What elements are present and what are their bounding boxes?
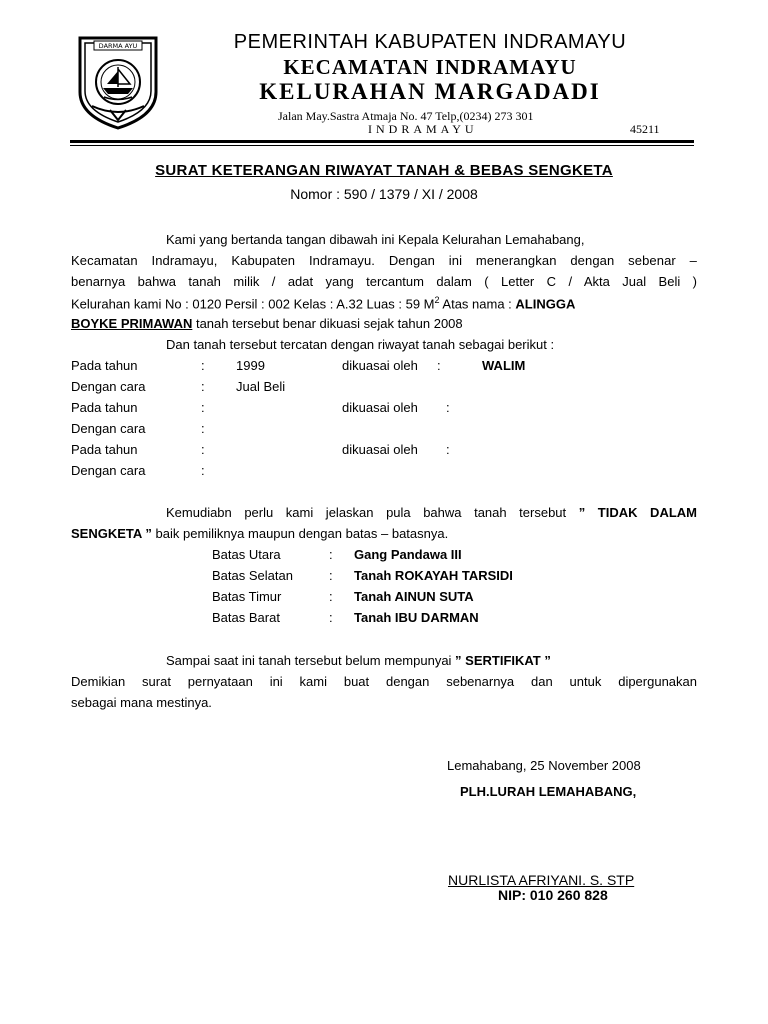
boundary-value: Tanah ROKAYAH TARSIDI <box>354 568 513 583</box>
history-year-label: Pada tahun <box>71 442 138 457</box>
history-held-colon: : <box>446 400 450 415</box>
dispute-phrase-end: SENGKETA ” <box>71 526 152 541</box>
para1-line4-after: Atas nama : <box>439 296 516 312</box>
letter-number: Nomor : 590 / 1379 / XI / 2008 <box>290 186 478 202</box>
header-rule-thin <box>70 145 694 146</box>
para3-line3: sebagai mana mestinya. <box>71 695 212 710</box>
boundary-colon: : <box>329 589 333 604</box>
boundary-value: Tanah IBU DARMAN <box>354 610 479 625</box>
letter-title-text: SURAT KETERANGAN RIWAYAT TANAH & BEBAS SENGKETA <box>155 162 613 179</box>
history-method-colon: : <box>201 463 205 478</box>
history-year-label: Pada tahun <box>71 400 138 415</box>
history-held-label: dikuasai oleh <box>342 400 418 415</box>
para2-line2 <box>71 526 448 541</box>
boundary-label: Batas Utara <box>212 547 281 562</box>
history-method-label: Dengan cara <box>71 421 146 436</box>
signature-position: PLH.LURAH LEMAHABANG, <box>460 784 637 799</box>
boundary-value: Gang Pandawa III <box>354 547 462 562</box>
para1-line5 <box>71 316 463 331</box>
regency-emblem <box>70 32 166 130</box>
history-year-colon: : <box>201 442 205 457</box>
history-method-colon: : <box>201 379 205 394</box>
history-intro: Dan tanah tersebut tercatan dengan riwayat tanah sebagai berikut : <box>166 337 555 352</box>
history-holder: WALIM <box>482 358 526 373</box>
history-year-value: 1999 <box>236 358 265 373</box>
boundary-colon: : <box>329 610 333 625</box>
emblem-motto: DARMA AYU <box>98 42 138 50</box>
para1-line4-text: Kelurahan kami No : 0120 Persil : 002 Kelas : A.32 Luas : 59 M <box>71 296 435 312</box>
para3-line1-text: Sampai saat ini tanah tersebut belum mempunyai <box>166 653 456 668</box>
history-year-colon: : <box>201 358 205 373</box>
para1-line5-after: tanah tersebut benar dikuasi sejak tahun 2008 <box>192 316 463 331</box>
para1-line4 <box>71 295 575 311</box>
owner-name-part2: BOYKE PRIMAWAN <box>71 316 193 331</box>
para2-line1-text: Kemudiabn perlu kami jelaskan pula bahwa tanah tersebut <box>166 505 579 520</box>
history-held-colon: : <box>437 358 441 373</box>
boundary-label: Batas Selatan <box>212 568 293 583</box>
para1-line2: Kecamatan Indramayu, Kabupaten Indramayu. Dengan ini menerangkan dengan sebenar – <box>71 253 697 268</box>
signatory-nip: NIP: 010 260 828 <box>498 887 608 903</box>
history-held-label: dikuasai oleh <box>342 358 418 373</box>
area-unit-exponent: 2 <box>434 295 440 305</box>
header-rule-thick <box>70 140 694 143</box>
para3-line1 <box>166 653 551 668</box>
para3-line2: Demikian surat pernyataan ini kami buat dengan sebenarnya dan untuk dipergunakan <box>71 674 697 689</box>
history-method-colon: : <box>201 421 205 436</box>
owner-name-part1: ALINGGA <box>515 296 576 312</box>
history-method-value: Jual Beli <box>236 379 286 394</box>
letter-title <box>0 162 768 179</box>
para1-line1: Kami yang bertanda tangan dibawah ini Kepala Kelurahan Lemahabang, <box>166 232 585 247</box>
boundary-value: Tanah AINUN SUTA <box>354 589 474 604</box>
para2-line1 <box>166 505 697 520</box>
boundary-colon: : <box>329 547 333 562</box>
boundary-colon: : <box>329 568 333 583</box>
history-method-label: Dengan cara <box>71 379 146 394</box>
history-method-label: Dengan cara <box>71 463 146 478</box>
not-in-dispute-phrase: ” TIDAK DALAM <box>578 505 697 520</box>
header-district: KECAMATAN INDRAMAYU <box>283 55 577 79</box>
certificate-phrase: ” SERTIFIKAT ” <box>455 653 551 668</box>
header-village: KELURAHAN MARGADADI <box>259 79 601 104</box>
header-postal-code: 45211 <box>630 122 660 136</box>
history-held-label: dikuasai oleh <box>342 442 418 457</box>
para1-line3: benarnya bahwa tanah milik / adat yang tercantum dalam ( Letter C / Akta Jual Beli ) <box>71 274 697 289</box>
signatory-name: NURLISTA AFRIYANI. S. STP <box>448 872 635 888</box>
signature-place-date: Lemahabang, 25 November 2008 <box>447 758 641 773</box>
para2-line2-text: baik pemiliknya maupun dengan batas – batasnya. <box>151 526 449 541</box>
boundary-label: Batas Timur <box>212 589 282 604</box>
header-address: Jalan May.Sastra Atmaja No. 47 Telp,(0234) 273 301 <box>278 109 534 123</box>
history-year-colon: : <box>201 400 205 415</box>
history-year-label: Pada tahun <box>71 358 138 373</box>
boundary-label: Batas Barat <box>212 610 280 625</box>
history-held-colon: : <box>446 442 450 457</box>
header-city: INDRAMAYU <box>368 122 478 136</box>
header-government: PEMERINTAH KABUPATEN INDRAMAYU <box>233 31 627 53</box>
